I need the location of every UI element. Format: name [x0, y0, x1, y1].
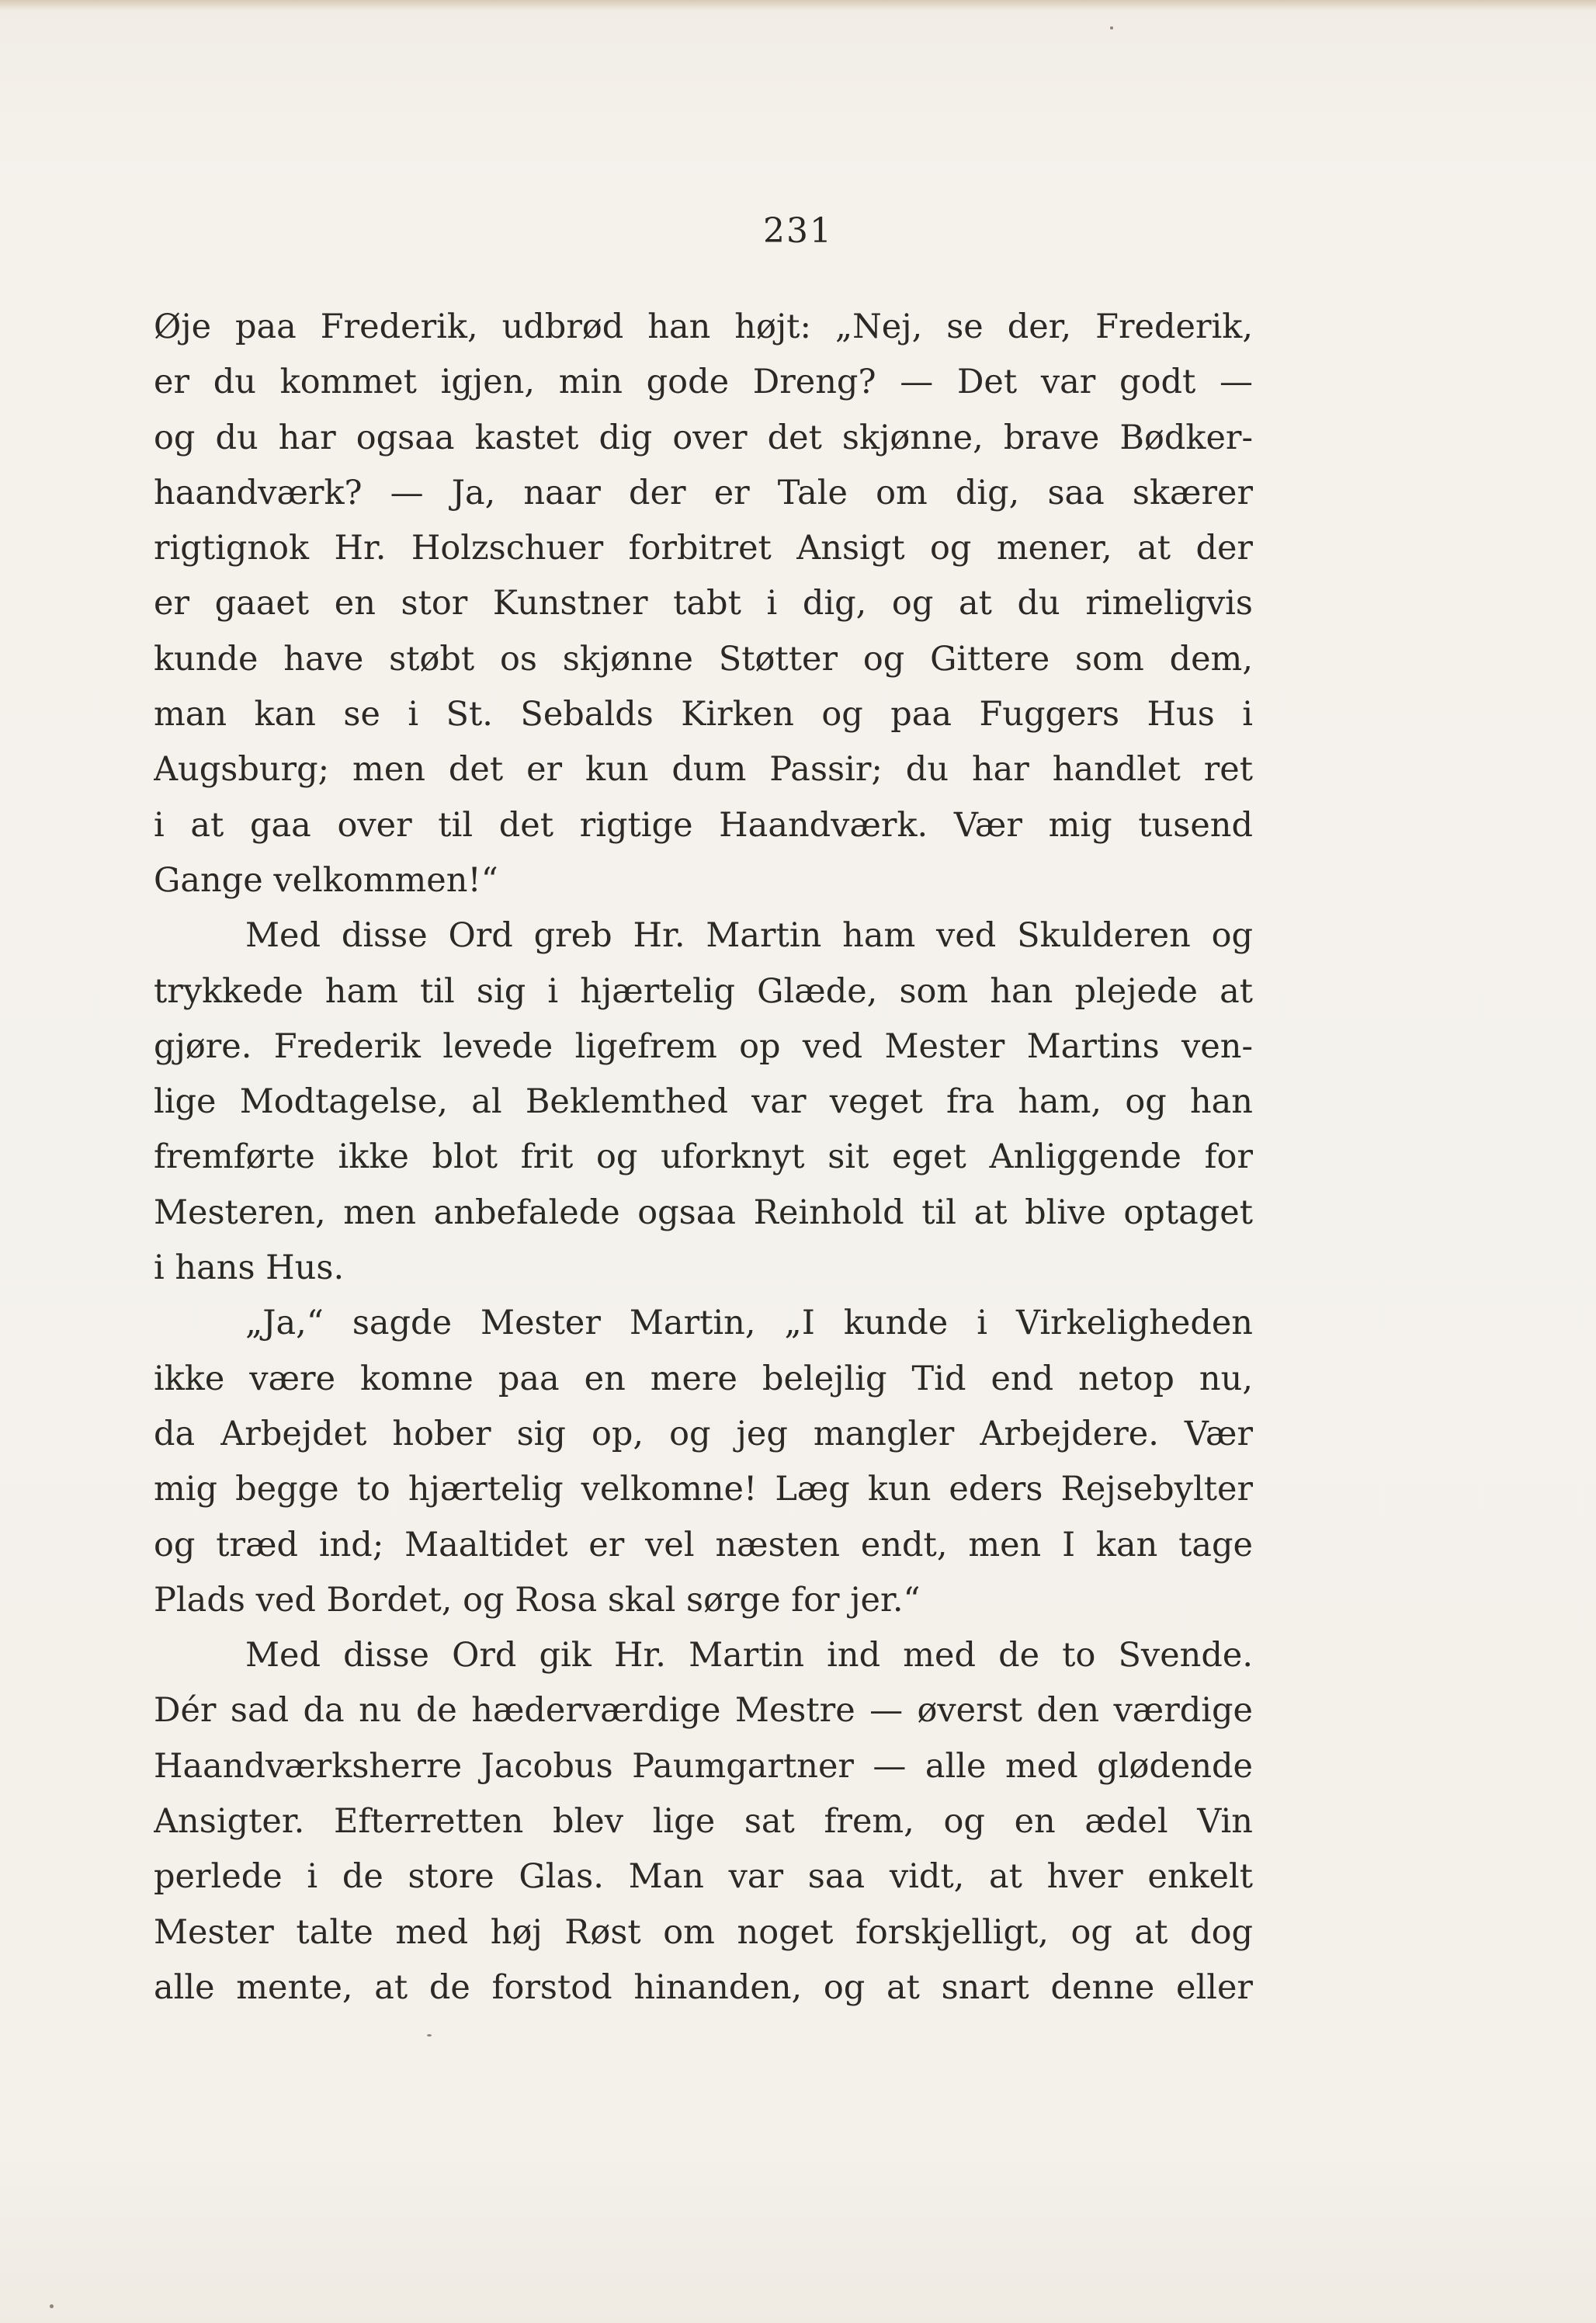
text-line: perlede i de store Glas. Man var saa vidt, at hver enkelt: [154, 1857, 1253, 1897]
text-line: kunde have støbt os skjønne Støtter og Gittere som dem,: [154, 639, 1253, 679]
text-line: Mester talte med høj Røst om noget forskjelligt, og at dog: [154, 1912, 1253, 1952]
text-line: er gaaet en stor Kunstner tabt i dig, og at du rimeligvis: [154, 584, 1253, 623]
text-line: Øje paa Frederik, udbrød han højt: „Nej, se der, Frederik,: [154, 307, 1253, 346]
text-line: Med disse Ord greb Hr. Martin ham ved Skulderen og: [245, 916, 1253, 956]
paper-speck: [1110, 26, 1113, 30]
text-line: Mesteren, men anbefalede ogsaa Reinhold til at blive optaget: [154, 1193, 1253, 1232]
paper-speck: [427, 2034, 432, 2037]
text-line: ikke være komne paa en mere belejlig Tid end netop nu,: [154, 1359, 1253, 1398]
text-line: er du kommet igjen, min gode Dreng? — Det var godt —: [154, 363, 1253, 402]
page-top-edge: [0, 0, 1596, 11]
text-line: Ansigter. Efterretten blev lige sat frem, og en ædel Vin: [154, 1802, 1253, 1842]
text-line: og træd ind; Maaltidet er vel næsten endt, men I kan tage: [154, 1525, 1253, 1564]
text-line: Haandværksherre Jacobus Paumgartner — alle med glødende: [154, 1746, 1253, 1786]
paper-speck: [50, 2304, 54, 2308]
text-line: haandværk? — Ja, naar der er Tale om dig, saa skærer: [154, 473, 1253, 512]
text-line: mig begge to hjærtelig velkomne! Læg kun eders Rejsebylter: [154, 1470, 1253, 1509]
text-line: alle mente, at de forstod hinanden, og at snart denne eller: [154, 1967, 1253, 2007]
text-line: trykkede ham til sig i hjærtelig Glæde, som han plejede at: [154, 971, 1253, 1011]
text-line: Augsburg; men det er kun dum Passir; du har handlet ret: [154, 750, 1253, 790]
text-line: i hans Hus.: [154, 1248, 345, 1288]
text-line: og du har ogsaa kastet dig over det skjønne, brave Bødker-: [154, 418, 1253, 457]
text-line: Plads ved Bordet, og Rosa skal sørge for jer.“: [154, 1580, 921, 1620]
text-line: lige Modtagelse, al Beklemthed var veget fra ham, og han: [154, 1082, 1253, 1122]
text-line: man kan se i St. Sebalds Kirken og paa Fuggers Hus i: [154, 695, 1253, 734]
body-text: [154, 300, 1253, 2016]
page-number: 231: [763, 211, 833, 251]
text-line: Gange velkommen!“: [154, 860, 498, 900]
text-line: i at gaa over til det rigtige Haandværk. Vær mig tusend: [154, 805, 1253, 845]
text-line: rigtignok Hr. Holzschuer forbitret Ansigt og mener, at der: [154, 529, 1253, 568]
text-line: Dér sad da nu de hæderværdige Mestre — øverst den værdige: [154, 1691, 1253, 1731]
text-line: Med disse Ord gik Hr. Martin ind med de to Svende.: [245, 1636, 1253, 1675]
text-line: fremførte ikke blot frit og uforknyt sit eget Anliggende for: [154, 1137, 1253, 1177]
text-line: da Arbejdet hober sig op, og jeg mangler Arbejdere. Vær: [154, 1414, 1253, 1453]
text-line: gjøre. Frederik levede ligefrem op ved Mester Martins ven-: [154, 1026, 1253, 1066]
text-line: „Ja,“ sagde Mester Martin, „I kunde i Virkeligheden: [245, 1304, 1253, 1343]
